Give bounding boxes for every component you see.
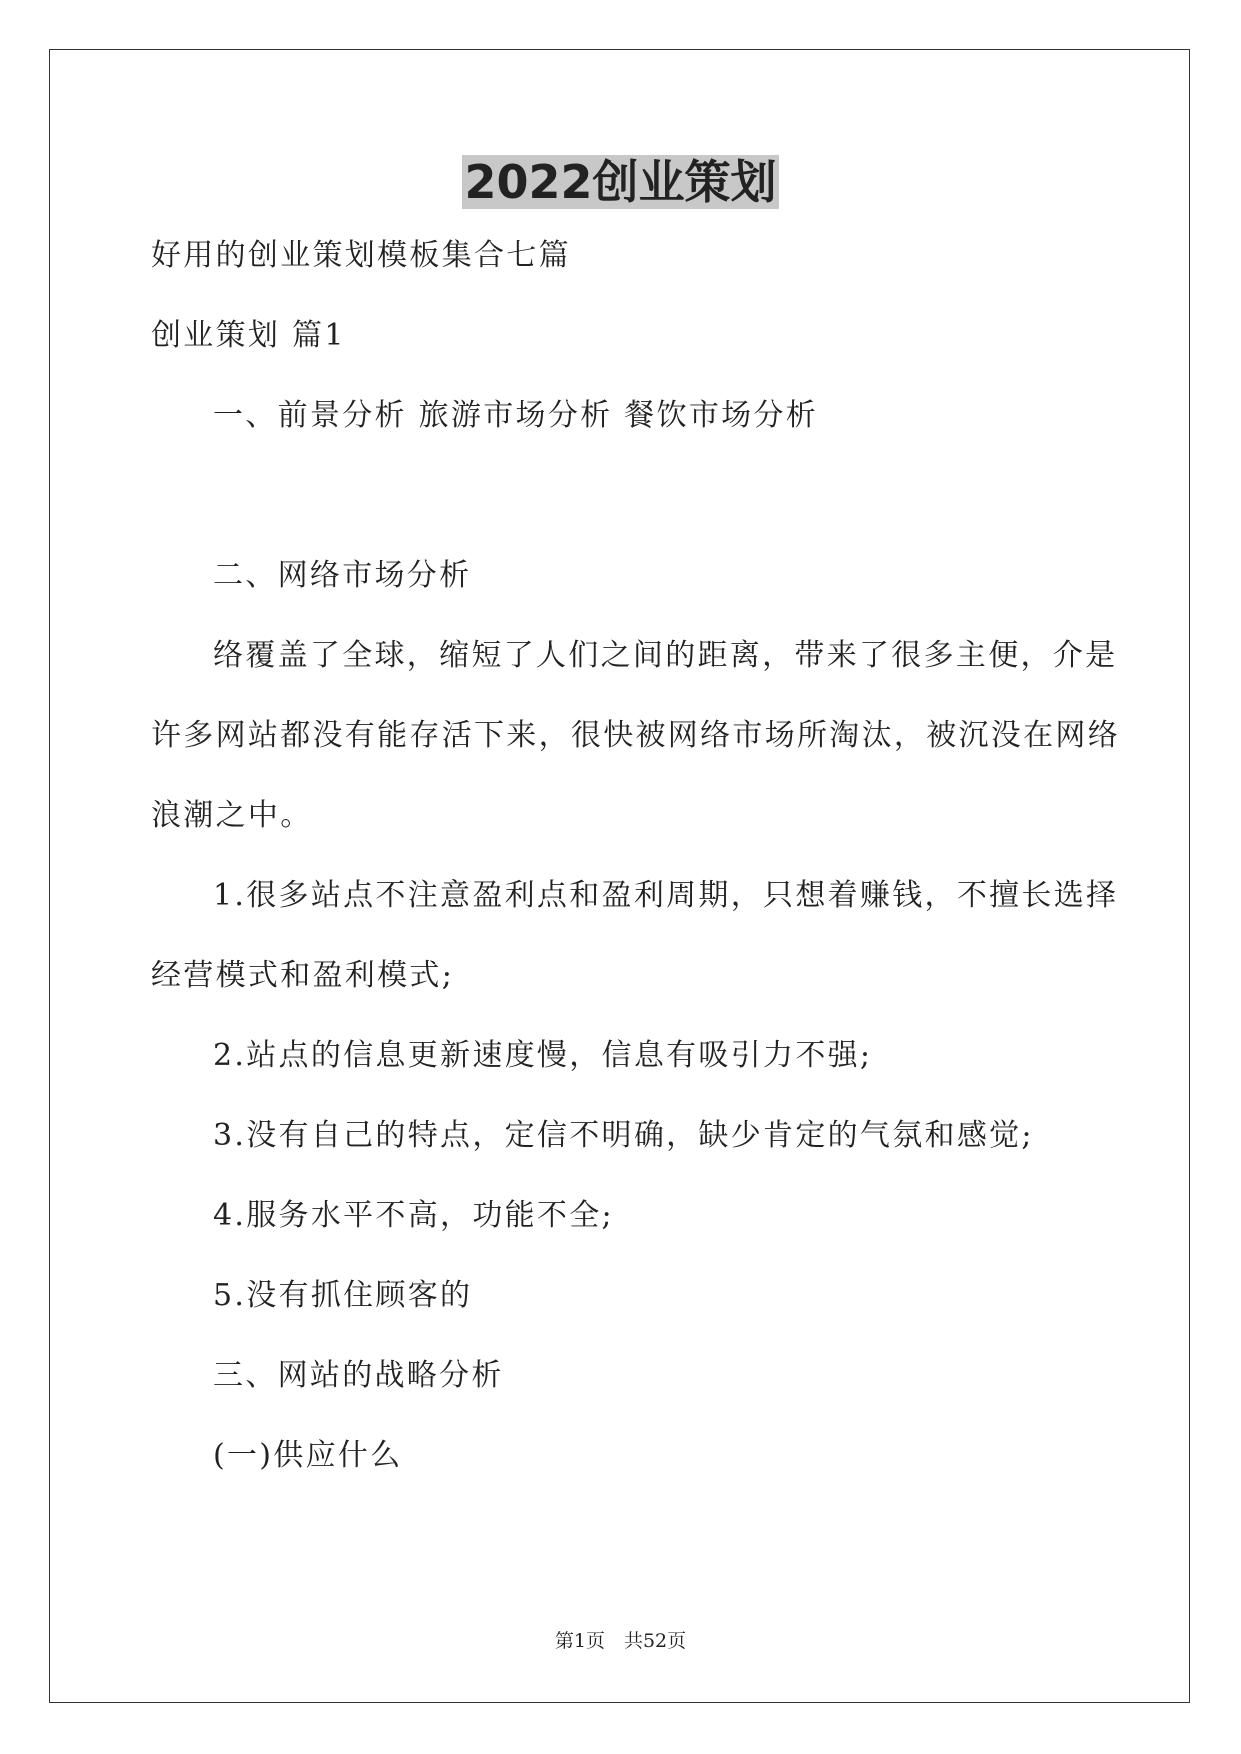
paragraph-line: 1.很多站点不注意盈利点和盈利周期，只想着赚钱，不擅长选择 <box>213 878 1119 913</box>
paragraph-line: 许多网站都没有能存活下来，很快被网络市场所淘汰，被沉没在网络 <box>151 718 1120 753</box>
paragraph-line: 3.没有自己的特点，定信不明确，缺少肯定的气氛和感觉; <box>213 1118 1034 1153</box>
paragraph-line: 三、网站的战略分析 <box>213 1358 504 1393</box>
document-title <box>0 150 1241 214</box>
page-number-footer: 第1页 共52页 <box>554 1630 687 1652</box>
paragraph-line: 一、前景分析 旅游市场分析 餐饮市场分析 <box>213 398 819 433</box>
document-subtitle: 好用的创业策划模板集合七篇 <box>151 238 571 273</box>
paragraph-line: 经营模式和盈利模式; <box>151 958 455 993</box>
document-title-text: 2022创业策划 <box>464 155 777 209</box>
paragraph-line: 2.站点的信息更新速度慢，信息有吸引力不强; <box>213 1038 873 1073</box>
paragraph-line: 浪潮之中。 <box>151 798 313 833</box>
section-heading: 创业策划 篇1 <box>151 318 346 353</box>
paragraph-line: 络覆盖了全球，缩短了人们之间的距离，带来了很多主便，介是 <box>213 638 1118 673</box>
paragraph-line: (一)供应什么 <box>213 1438 403 1473</box>
paragraph-line: 4.服务水平不高，功能不全; <box>213 1198 614 1233</box>
paragraph-line: 5.没有抓住顾客的 <box>213 1278 473 1313</box>
paragraph-line: 二、网络市场分析 <box>213 558 472 593</box>
